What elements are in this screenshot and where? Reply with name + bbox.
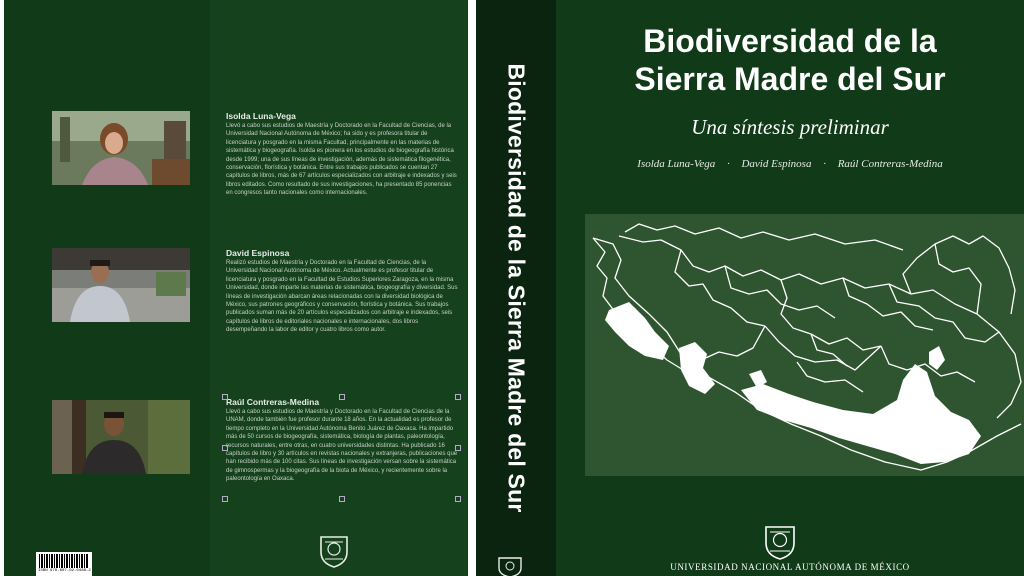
front-author: David Espinosa	[741, 158, 812, 170]
isbn-number: ISBN 978-607-02-0488-2	[38, 569, 91, 573]
front-author: Raúl Contreras-Medina	[837, 158, 943, 170]
front-author-list	[556, 158, 1024, 170]
author-name: Raúl Contreras-Medina	[226, 397, 320, 407]
author-bio-block	[226, 397, 458, 484]
spine-gutter	[468, 0, 476, 576]
unam-crest-icon	[318, 534, 350, 568]
barcode-bars	[39, 554, 89, 568]
front-author: Isolda Luna-Vega	[637, 158, 716, 170]
author-photo-isolda	[52, 111, 190, 185]
mexico-states-map	[585, 214, 1024, 476]
sierra-madre-map	[585, 214, 1024, 476]
selection-handle[interactable]	[339, 394, 345, 400]
author-bio-text: Llevó a cabo sus estudios de Maestría y Doctorado en la Facultad de Ciencias, de la Universidad Nacional Autónoma de México; ha sido y es profesora titular de licenciatura y posgrado en la misma Facultad, principalmente en las materias de sistemática y biogeografía. Isolda es pionera en los estudios de biogeografía histórica desde 1999; una de sus líneas de investigación, además de sistemática filogenética, conservación, florística y botánica. Entre sus trabajos publicados se cuentan 27 capítulos de libros, más de 67 artículos especializados con arbitraje e indexados y seis libros editados. Como resultado de sus investigaciones, ha presentado 85 ponencias en congresos tanto nacionales como internacionales.	[226, 123, 457, 197]
author-bio-text: Realizó estudios de Maestría y Doctorado en la Facultad de Ciencias, de la Universidad Nacional Autónoma de México. Actualmente es profesor titular de licenciatura y posgrado en la Facultad de Estudios Superiores Zaragoza, en la misma Universidad, donde imparte las materias de sistemática, biogeografía y diversidad. Sus líneas de investigación abarcan áreas relacionadas con la diversidad biológica de México, sus patrones geográficos y conservación, florística y botánica. Sus trabajos publicados suman más de 20 artículos especializados con arbitraje e indexados, seis capítulos de libros de editoriales nacionales e internacionales, dos libros desempeñando la labor de editor y cuatro libros como autor.	[226, 260, 458, 334]
selection-handle[interactable]	[222, 394, 228, 400]
unam-crest-icon	[763, 524, 797, 560]
spine-title: Biodiversidad de la Sierra Madre del Sur	[503, 63, 530, 513]
selection-handle[interactable]	[222, 496, 228, 502]
author-separator: ·	[726, 158, 730, 170]
book-subtitle: Una síntesis preliminar	[691, 115, 889, 139]
author-name: Isolda Luna-Vega	[226, 111, 296, 121]
publisher-name: UNIVERSIDAD NACIONAL AUTÓNOMA DE MÉXICO	[670, 562, 910, 572]
author-bio-text: Llevó a cabo sus estudios de Maestría y Doctorado en la Facultad de Ciencias de la UNAM, donde también fue profesor durante 18 años. En la actualidad es profesor de tiempo completo en la Universidad Autónoma Benito Juárez de Oaxaca. Ha impartido más de 50 cursos de biogeografía, sistemática, biología de plantas, paleontología, recursos naturales, entre otras, en cuatro universidades distintas. Ha publicado 16 capítulos de libro y 30 artículos en revistas nacionales y extranjeras, publicaciones que han recibido más de 100 citas. Sus líneas de investigación versan sobre la sistemática de gimnospermas y la biogeografía de la biota de México, y recientemente sobre la paleontología en Oaxaca.	[226, 409, 458, 483]
author-bio-block	[226, 111, 458, 198]
selection-handle[interactable]	[455, 445, 461, 451]
author-separator: ·	[823, 158, 826, 170]
isbn-barcode	[36, 552, 92, 576]
selection-handle[interactable]	[339, 496, 345, 502]
selection-handle[interactable]	[455, 496, 461, 502]
author-photo-david	[52, 248, 190, 322]
author-bio-block	[226, 248, 458, 335]
book-title-line: Sierra Madre del Sur	[634, 61, 946, 97]
book-title	[556, 22, 1024, 98]
unam-crest-icon	[497, 556, 523, 576]
selection-handle[interactable]	[455, 394, 461, 400]
author-name: David Espinosa	[226, 248, 290, 258]
selection-handle[interactable]	[222, 445, 228, 451]
author-photo-raul	[52, 400, 190, 474]
book-title-line: Biodiversidad de la	[643, 23, 937, 59]
